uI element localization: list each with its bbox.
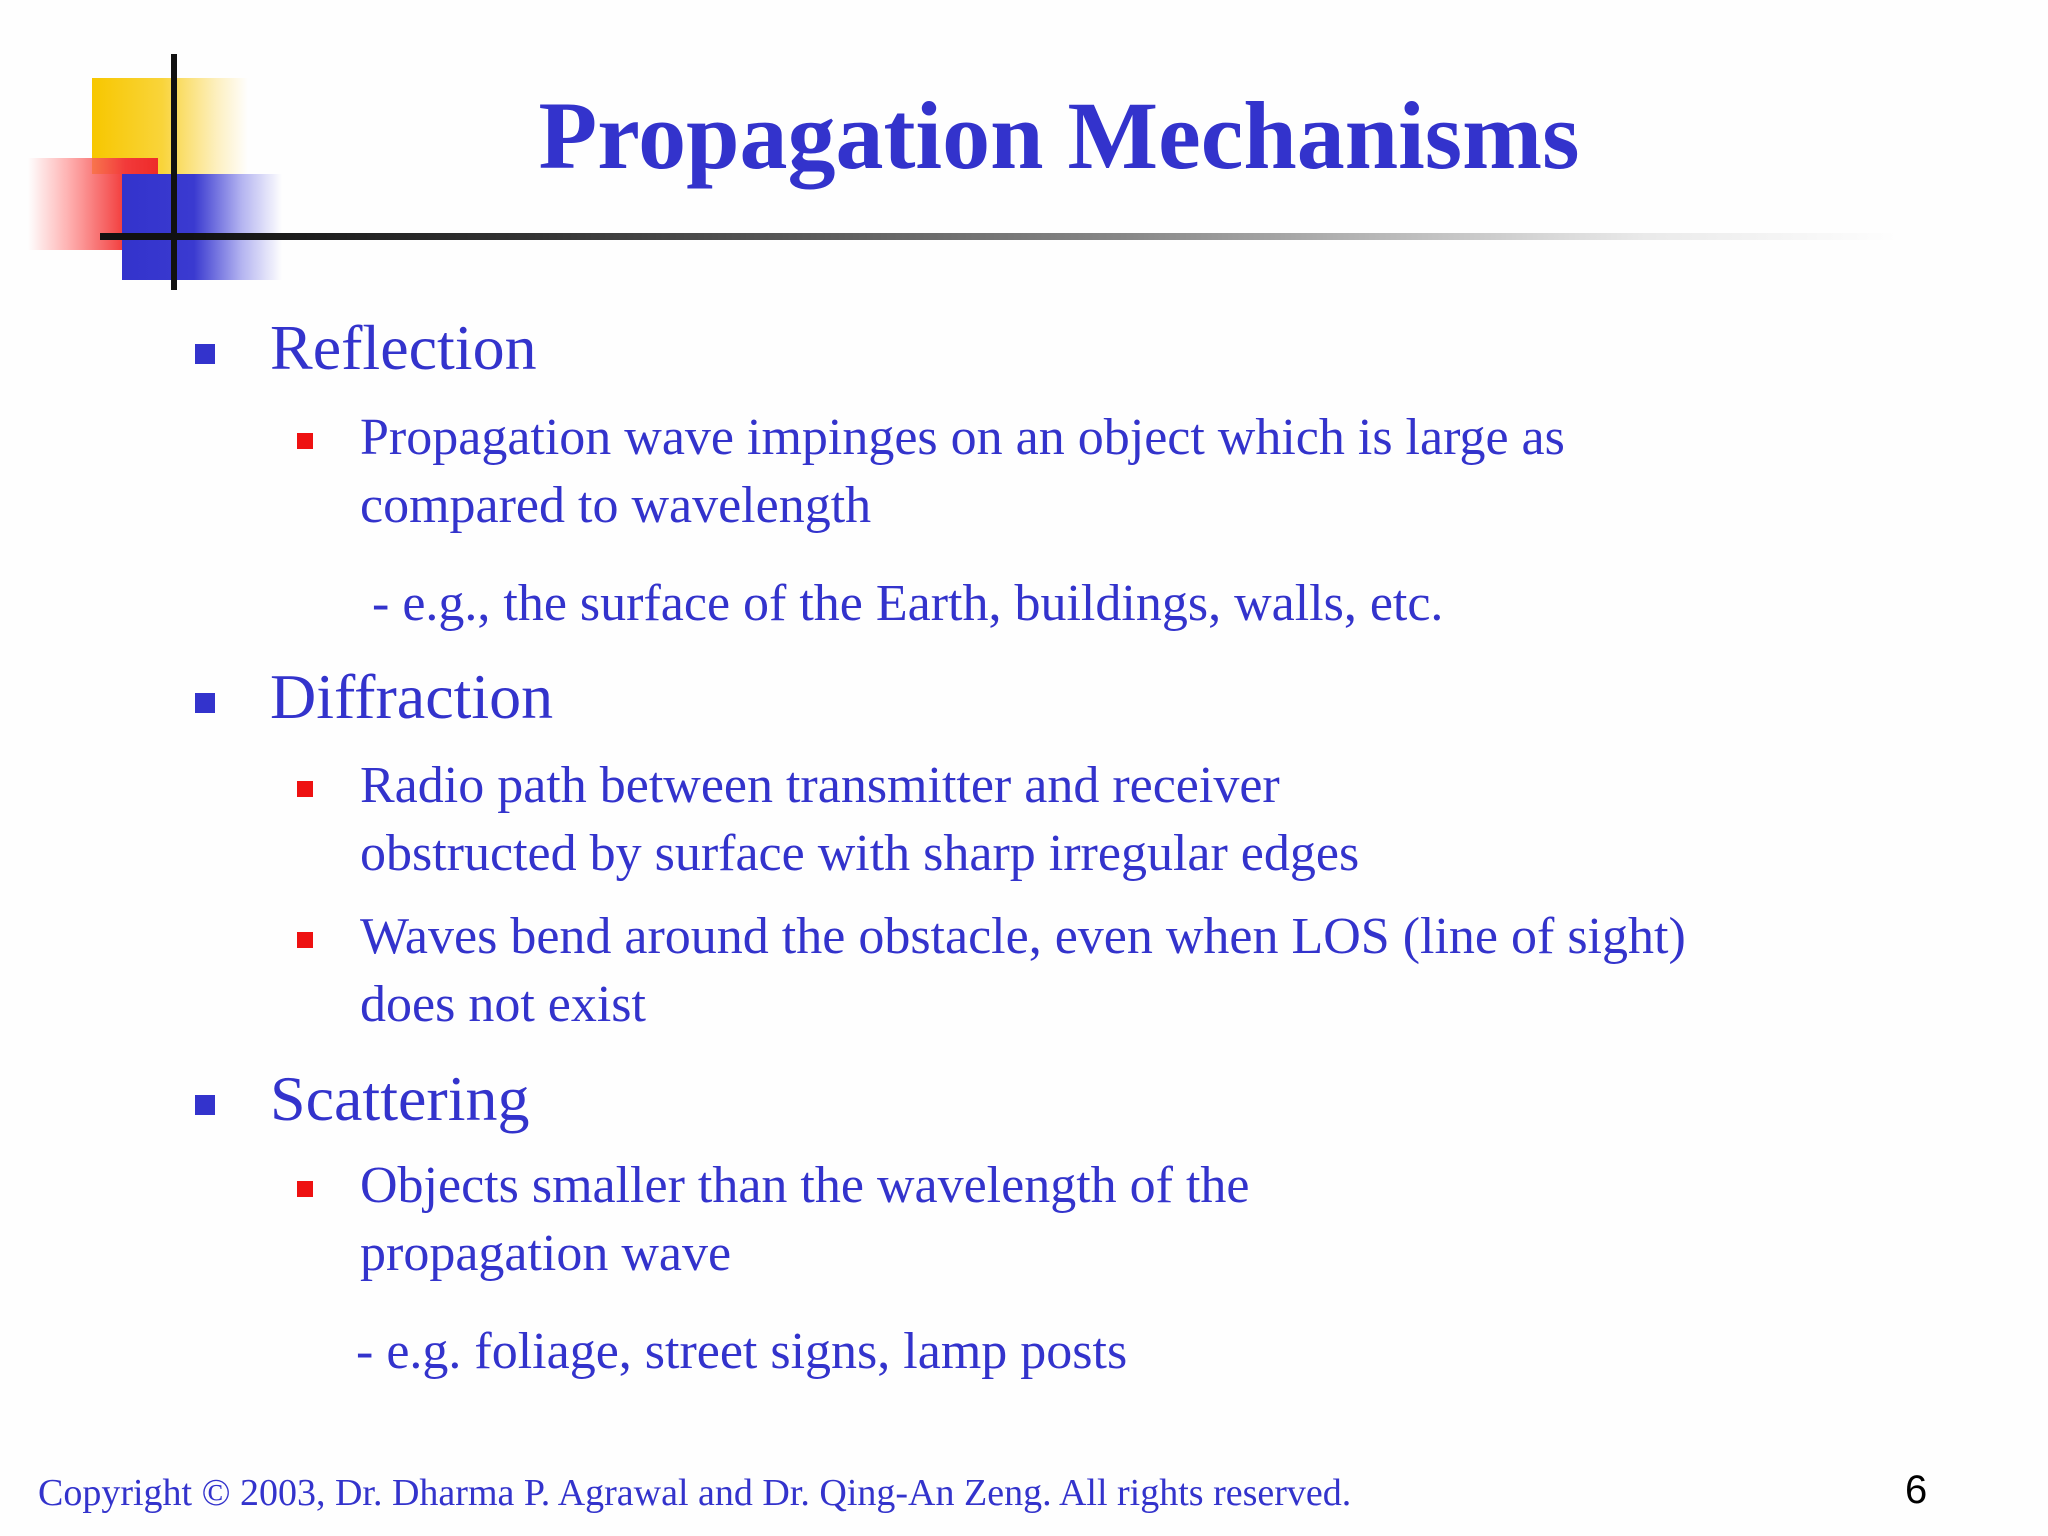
section-heading: Reflection	[270, 312, 537, 383]
bullet-square-icon	[195, 1095, 215, 1115]
sub-bullet-text	[360, 752, 1359, 888]
slide-title: Propagation Mechanisms	[538, 82, 1580, 189]
section-heading: Scattering	[270, 1063, 530, 1134]
bullet-square-icon	[195, 344, 215, 364]
sub-bullet-text	[360, 903, 1686, 1039]
sub-bullet-square-icon	[297, 932, 313, 948]
sub-bullet-line: propagation wave	[360, 1225, 732, 1282]
sub-bullet-line: Propagation wave impinges on an object which is large as	[360, 409, 1565, 466]
sub-bullet-line: Objects smaller than the wavelength of the	[360, 1157, 1250, 1214]
section-heading: Diffraction	[270, 661, 554, 732]
sub-bullet-line: obstructed by surface with sharp irregular edges	[360, 825, 1360, 882]
bullet-square-icon	[195, 693, 215, 713]
sub-bullet-text	[360, 1152, 1249, 1288]
sub-bullet-text	[360, 404, 1565, 540]
reflection-example-note: - e.g., the surface of the Earth, buildings, walls, etc.	[372, 575, 1444, 632]
sub-bullet-line: Radio path between transmitter and receiver	[360, 757, 1280, 814]
copyright-footer: Copyright © 2003, Dr. Dharma P. Agrawal and Dr. Qing-An Zeng. All rights reserved.	[38, 1472, 1352, 1514]
sub-bullet-line: compared to wavelength	[360, 477, 872, 534]
page-number: 6	[1905, 1468, 1928, 1512]
sub-bullet-square-icon	[297, 1181, 313, 1197]
sub-bullet-line: Waves bend around the obstacle, even when LOS (line of sight)	[360, 908, 1686, 965]
scattering-example-note: - e.g. foliage, street signs, lamp posts	[356, 1323, 1128, 1380]
sub-bullet-square-icon	[297, 433, 313, 449]
sub-bullet-line: does not exist	[360, 976, 646, 1033]
sub-bullet-square-icon	[297, 781, 313, 797]
